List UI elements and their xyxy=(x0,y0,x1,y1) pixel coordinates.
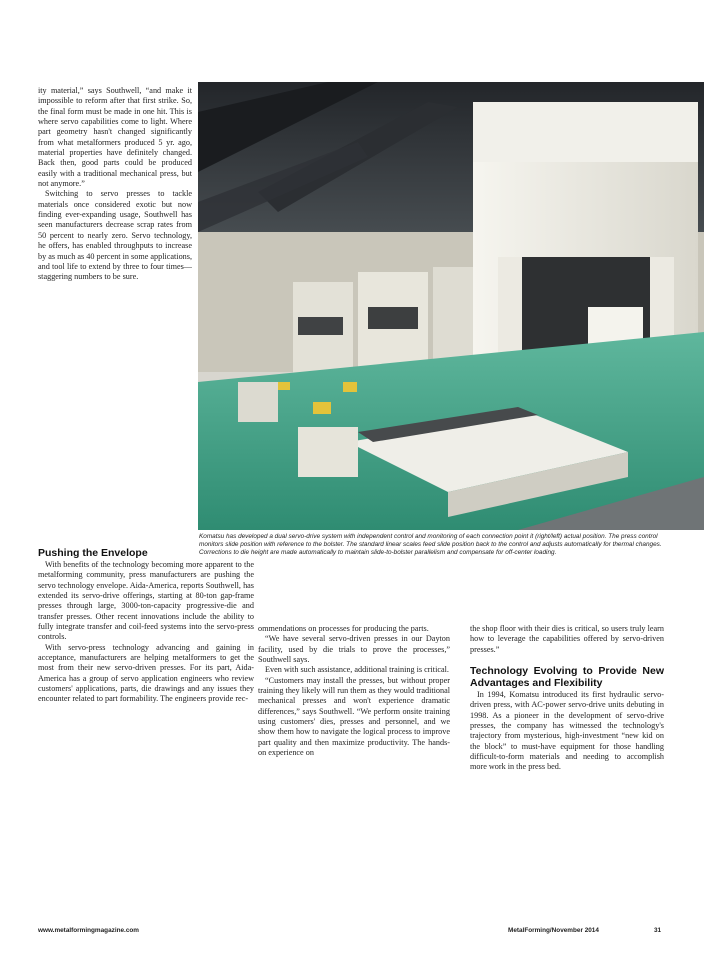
section-heading: Technology Evolving to Provide New Advantages and Flexibility xyxy=(470,665,664,690)
paragraph: the shop floor with their dies is critical, so users truly learn how to leverage the capabilities offered by servo-driven presses.” xyxy=(470,624,664,654)
paragraph: “Customers may install the presses, but without proper training they likely will run them as they would traditional mechanical presses and won't experience dramatic differences,” says Southwell. “We perform onsite training using customers' dies, presses and personnel, and we show them how to navigate the logical process to improve part quality and then maximize productivity. The hands-on experience on xyxy=(258,675,450,758)
page-number: 31 xyxy=(654,927,662,934)
paragraph: With servo-press technology advancing and gaining in acceptance, manufacturers are helping metalformers to get the most from their new servo-driven presses. For its part, Aida-America has a group of servo application engineers who review customers' applications, parts, die drawings and any issues they encounter related to part formability. The engineers provide rec- xyxy=(38,642,254,704)
article-column-1-bottom xyxy=(38,545,258,705)
article-column-2 xyxy=(258,624,450,758)
footer-magazine: MetalForming/November 2014 xyxy=(508,927,599,934)
photo-caption: Komatsu has developed a dual servo-drive system with independent control and monitoring of each connection point it (right/left) actual position. The press control monitors slide position with reference to the bolster. The standard linear scales feed slide position back to the control and adjusts automatically for thermal changes. Corrections to die height are made automatically to maintain slide-to-bolster parallelism and compensate for off-center loading. xyxy=(199,533,662,557)
section-heading: Pushing the Envelope xyxy=(38,547,148,559)
paragraph: ity material,” says Southwell, “and make it impossible to reform after that first strike. So, the final form must be made in one hit. This is where servo capabilities come to light. Where part geometry hasn't changed significantly from what metalformers produced 5 yr. ago, material properties have definitely changed. Back then, good parts could be produced easily with a traditional mechanical press, but not anymore.” xyxy=(38,86,192,189)
article-column-1-top xyxy=(38,86,192,283)
paragraph: With benefits of the technology becoming more apparent to the metalforming community, press manufacturers are pushing the servo technology envelope. Aida-America, reports Southwell, has extended its servo-drive offerings, starting at 80-ton gap-frame presses through large, 3000-ton-capacity progressive-die and transfer presses. Other recent innovations include the ability to fully integrate transfer and coil-feed systems into the servo-press controls. xyxy=(38,560,254,642)
paragraph: Switching to servo presses to tackle materials once considered exotic but now finding ever-expanding usage, Southwell has seen manufacturers decrease scrap rates from 50 percent to nearly zero. Servo technology, he offers, has enabled throughputs to increase by as much as 40 percent in some applications, and tool life to extend by three to four times—staggering numbers to be sure. xyxy=(38,189,192,282)
paragraph: ommendations on processes for producing the parts. xyxy=(258,624,429,633)
paragraph: Even with such assistance, additional training is critical. xyxy=(265,665,449,675)
article-column-3 xyxy=(470,624,664,773)
paragraph: In 1994, Komatsu introduced its first hydraulic servo-driven press, with AC-power servo-drive units debuting in 1998. As a pioneer in the development of servo-drive presses, the company has witnessed the technology's trajectory from mysterious, high-investment “new kid on the block” to must-have equipment for those handling difficult-to-form materials and needing to accomplish more work in the press bed. xyxy=(470,690,664,772)
press-line-photo xyxy=(198,82,704,530)
footer-website: www.metalformingmagazine.com xyxy=(38,927,139,934)
paragraph: “We have several servo-driven presses in our Dayton facility, used by die trials to prove the processes,” Southwell says. xyxy=(258,634,450,665)
